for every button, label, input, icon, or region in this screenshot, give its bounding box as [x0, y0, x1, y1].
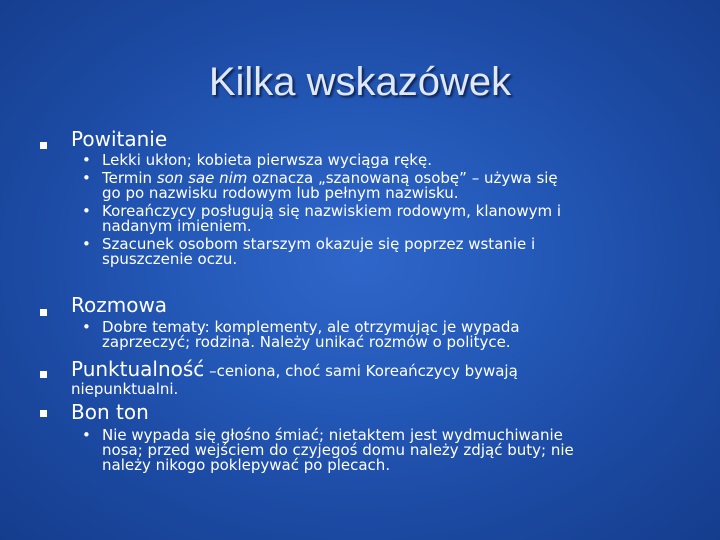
- square-bullet-icon: [40, 371, 47, 378]
- list-item-text: Szacunek osobom starszym okazuje się poprzez wstanie i: [102, 235, 536, 253]
- list-item: [80, 153, 561, 168]
- bullet-icon: •: [82, 202, 91, 220]
- list-item-text: oznacza „szanowaną osobę” – używa się: [247, 169, 558, 187]
- bullet-icon: •: [82, 426, 91, 444]
- section-heading-bon-ton: Bon ton: [71, 400, 149, 424]
- list-item: [80, 237, 561, 267]
- bullet-icon: •: [82, 151, 91, 169]
- list-item-text: Dobre tematy: komplementy, ale otrzymując je wypada: [102, 318, 520, 336]
- list-item-text: Koreańczycy posługują się nazwiskiem rodowym, klanowym i: [102, 202, 562, 220]
- list-item-text: Termin: [102, 169, 157, 187]
- list-item: [80, 428, 574, 473]
- bullet-icon: •: [82, 235, 91, 253]
- term-son-sae-nim: son sae nim: [156, 169, 248, 187]
- list-item-text: Lekki ukłon; kobieta pierwsza wyciąga rękę.: [102, 151, 432, 169]
- list-item-text-continuation: nadanym imieniem.: [102, 217, 252, 235]
- rozmowa-bullet-list: [80, 320, 520, 353]
- list-item: [80, 320, 520, 350]
- list-item-text-continuation: zaprzeczyć; rodzina. Należy unikać rozmów o polityce.: [102, 333, 511, 351]
- list-item: [80, 204, 561, 234]
- square-bullet-icon: [40, 309, 47, 316]
- bon-ton-bullet-list: [80, 428, 574, 476]
- list-item-text-continuation: nosa; przed wejściem do czyjegoś domu należy zdjąć buty; nie: [102, 441, 574, 459]
- punktualnosc-heading-text: Punktualność: [71, 357, 205, 381]
- bullet-icon: •: [82, 318, 91, 336]
- punktualnosc-continuation-text: niepunktualni.: [71, 380, 179, 398]
- section-heading-rozmowa: Rozmowa: [71, 293, 168, 317]
- powitanie-bullet-list: [80, 153, 561, 270]
- list-item-text-continuation: należy nikogo poklepywać po plecach.: [102, 456, 391, 474]
- punktualnosc-inline-text: –ceniona, choć sami Koreańczycy bywają: [204, 362, 518, 380]
- section-heading-powitanie: Powitanie: [71, 127, 168, 151]
- square-bullet-icon: [40, 142, 47, 149]
- square-bullet-icon: [40, 410, 47, 417]
- list-item-text: Nie wypada się głośno śmiać; nietaktem jest wydmuchiwanie: [102, 426, 563, 444]
- list-item-text-continuation: go po nazwisku rodowym lub pełnym nazwisku.: [102, 184, 459, 202]
- bullet-icon: •: [82, 169, 91, 187]
- slide-title: Kilka wskazówek: [208, 60, 512, 104]
- list-item: [80, 171, 561, 201]
- list-item-text-continuation: spuszczenie oczu.: [102, 250, 238, 268]
